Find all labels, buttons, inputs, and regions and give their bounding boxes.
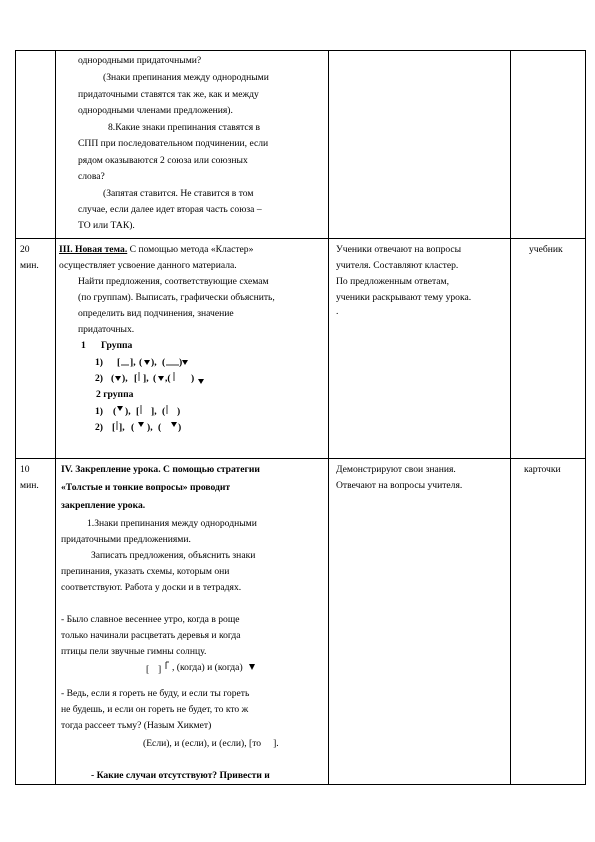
time-value: 10 — [20, 464, 30, 475]
scheme-group1-1 — [95, 354, 215, 370]
example-line: только начинали расцветать деревья и когда — [61, 630, 241, 641]
table-border-left — [15, 50, 16, 784]
table-border-right — [585, 50, 586, 784]
student-activity-line: По предложенным ответам, — [336, 276, 449, 287]
student-activity-line: ученики раскрывают тему урока. — [336, 292, 472, 303]
svg-text:],: ], — [151, 406, 157, 417]
svg-text:(: ( — [131, 422, 135, 433]
text-line: определить вид подчинения, значение — [78, 308, 234, 319]
text-line: (Запятая ставится. Не ставится в том — [103, 188, 254, 199]
student-activity-line: Демонстрируют свои знания. — [336, 464, 456, 475]
svg-text:): ) — [177, 406, 181, 417]
svg-text:[: [ — [136, 406, 140, 417]
svg-text:2): 2) — [95, 373, 103, 384]
section-heading: «Толстые и тонкие вопросы» проводит — [61, 482, 231, 493]
svg-text:[: [ — [146, 664, 150, 675]
text-line: придаточных. — [78, 324, 135, 335]
text-line: СПП при последовательном подчинении, если — [78, 138, 269, 149]
svg-text:): ) — [178, 422, 182, 433]
group-1-number: 1 — [81, 340, 86, 351]
resource-label: карточки — [524, 464, 561, 475]
svg-text:): ) — [191, 373, 195, 384]
text-line: слова? — [78, 171, 105, 182]
svg-text:(: ( — [139, 357, 143, 368]
example-line: - Было славное весеннее утро, когда в роще — [61, 614, 240, 625]
svg-text:(: ( — [111, 373, 115, 384]
student-activity-line: Ученики отвечают на вопросы — [336, 244, 462, 255]
time-unit: мин. — [20, 480, 39, 491]
example-line: не будешь, и если он гореть не будет, то кто ж — [61, 704, 249, 715]
scheme-example-2: (Если), и (если), и (если), [то ]. — [143, 738, 279, 749]
time-unit: мин. — [20, 260, 39, 271]
task-line: соответствуют. Работа у доски и в тетрадях. — [61, 582, 242, 593]
example-line: - Ведь, если я гореть не буду, и если ты гореть — [61, 688, 250, 699]
group-2-label: 2 группа — [96, 389, 134, 400]
question-line: 1.Знаки препинания между однородными — [87, 518, 257, 529]
text-line: придаточными ставятся так же, как и между — [78, 89, 259, 100]
svg-text:],: ], — [130, 357, 136, 368]
arrow-down-icon — [245, 661, 259, 675]
svg-text:[: [ — [134, 373, 138, 384]
section-heading: IV. Закрепление урока. С помощью стратегии — [61, 464, 260, 475]
text-line: (по группам). Выписать, графически объяснить, — [78, 292, 275, 303]
svg-text:(: ( — [162, 406, 166, 417]
table-col-divider-3 — [510, 50, 511, 784]
text-line: осуществляет усвоение данного материала. — [59, 260, 237, 271]
student-activity-line: . — [336, 306, 339, 317]
task-line: Записать предложения, объяснить знаки — [91, 550, 256, 561]
svg-text:],: ], — [143, 373, 149, 384]
question-line: - Какие случаи отсутствуют? Привести и — [91, 770, 270, 781]
text-line: Найти предложения, соответствующие схемам — [78, 276, 269, 287]
svg-text:],: ], — [119, 422, 125, 433]
scheme-text: , (когда) и (когда) — [172, 662, 243, 673]
scheme-group2-2 — [95, 419, 215, 435]
scheme-group1-2 — [95, 370, 235, 388]
question-line: придаточными предложениями. — [61, 534, 191, 545]
table-col-divider-1 — [55, 50, 56, 784]
section-heading: закрепление урока. — [61, 500, 146, 511]
text-line: случае, если далее идет вторая часть союза – — [78, 204, 262, 215]
svg-text:1): 1) — [95, 406, 103, 417]
task-line: препинания, указать схемы, которым они — [61, 566, 230, 577]
svg-text:(: ( — [113, 406, 117, 417]
scheme-group2-1 — [95, 403, 215, 419]
resource-label: учебник — [529, 244, 563, 255]
text-line: рядом оказываются 2 союза или союзных — [78, 155, 248, 166]
svg-text:1): 1) — [95, 357, 103, 368]
table-border-row1 — [15, 238, 586, 239]
svg-text:(: ( — [162, 357, 166, 368]
table-border-row2 — [15, 458, 586, 459]
text-line: ТО или ТАК). — [78, 220, 135, 231]
text-line: 8.Какие знаки препинания ставятся в — [108, 122, 261, 133]
text-line: однородными членами предложения). — [78, 105, 233, 116]
svg-text:[: [ — [117, 357, 121, 368]
table-border-top — [15, 50, 586, 51]
text-line: (Знаки препинания между однородными — [103, 72, 269, 83]
section-heading: III. Новая тема. — [59, 244, 128, 255]
student-activity-line: учителя. Составляют кластер. — [336, 260, 459, 271]
table-border-bottom — [15, 784, 586, 785]
svg-text:(: ( — [158, 422, 162, 433]
example-line: тогда рассеет тьму? (Назым Хикмет) — [61, 720, 212, 731]
svg-text:[: [ — [112, 422, 116, 433]
text-line: однородными придаточными? — [78, 55, 202, 66]
svg-text:(: ( — [153, 373, 157, 384]
svg-text:),: ), — [122, 373, 128, 384]
svg-text:2): 2) — [95, 422, 103, 433]
student-activity-line: Отвечают на вопросы учителя. — [336, 480, 463, 491]
text-line: С помощью метода «Кластер» — [129, 244, 254, 255]
group-1-label: Группа — [101, 340, 133, 351]
svg-text:),: ), — [147, 422, 153, 433]
svg-text:): ) — [179, 357, 183, 368]
scheme-example-1 — [146, 661, 259, 675]
main-clause-bracket-icon — [146, 661, 172, 675]
svg-text:),: ), — [125, 406, 131, 417]
table-col-divider-2 — [328, 50, 329, 784]
svg-text:,(: ,( — [165, 373, 171, 384]
example-line: птицы пели звучные гимны солнцу. — [61, 646, 207, 657]
section-title-line — [59, 243, 253, 257]
time-value: 20 — [20, 244, 30, 255]
svg-text:),: ), — [151, 357, 157, 368]
svg-text:]: ] — [158, 664, 162, 675]
